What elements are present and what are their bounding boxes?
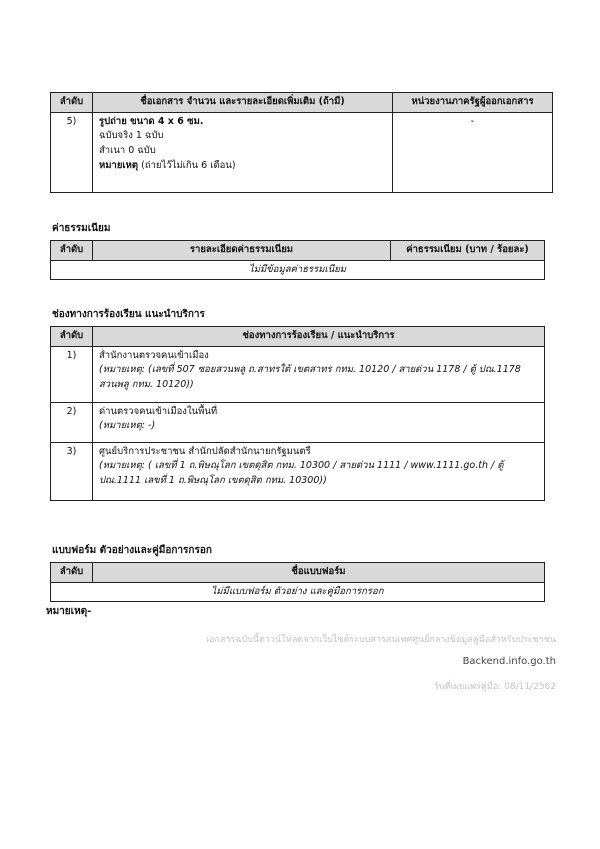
copy-count: สำเนา 0 ฉบับ [99,145,156,157]
channel-note-continued: สวนพลู กทม. 10120)) [99,379,194,391]
forms-title: แบบฟอร์ม ตัวอย่างและคู่มือการกรอก [52,545,212,556]
no-fee-data: ไม่มีข้อมูลค่าธรรมเนียม [51,260,545,280]
complaints-table [50,326,545,501]
header-number: ลำดับ [51,563,93,583]
row-number: 2) [51,402,93,442]
channel-note-continued: ปณ.1111 เลขที่ 1 ถ.พิษณุโลก เขตดุสิต กทม. 10300)) [99,475,327,487]
channel-name: ศูนย์บริการประชาชน สำนักปลัดสำนักนายกรัฐมนตรี [99,445,311,457]
header-channel: ช่องทางการร้องเรียน / แนะนำบริการ [93,327,545,347]
note-label: หมายเหตุ [99,159,139,171]
header-number: ลำดับ [51,241,93,261]
header-number: ลำดับ [51,327,93,347]
channel-details [93,442,545,500]
document-title: รูปถ่าย ขนาด 4 x 6 ซม. [99,115,204,127]
document-note [99,159,386,174]
forms-table [50,562,545,602]
channel-details [93,402,545,442]
channel-name: สำนักงานตรวจคนเข้าเมือง [99,349,209,361]
row-number: 5) [51,112,93,192]
fees-table [50,240,545,280]
fees-title: ค่าธรรมเนียม [52,223,111,234]
footer-source: เอกสารฉบับนี้ดาวน์โหลดจากเว็บไซต์ระบบสารสนเทศศูนย์กลางข้อมูลคู่มือสำหรับประชาชน [206,635,556,645]
complaints-title: ช่องทางการร้องเรียน แนะนำบริการ [52,309,205,320]
fees-table-header [51,241,545,261]
documents-table-header [51,93,553,113]
channel-note: (หมายเหตุ: (เลขที่ 507 ซอยสวนพลู ถ.สาทรใต้ เขตสาทร กทม. 10120 / สายด่วน 1178 / ตู้ ปณ.1178 [99,364,521,376]
table-row [51,112,553,192]
footer-site: Backend.info.go.th [462,656,556,667]
header-fee-amount: ค่าธรรมเนียม (บาท / ร้อยละ) [391,241,545,261]
row-number: 1) [51,346,93,402]
forms-table-header [51,563,545,583]
original-count: ฉบับจริง 1 ฉบับ [99,130,164,142]
channel-details [93,346,545,402]
header-number: ลำดับ [51,93,93,113]
issuing-agency: - [393,112,553,192]
channel-note: (หมายเหตุ: -) [99,420,156,432]
table-row [51,442,545,500]
header-fee-details: รายละเอียดค่าธรรมเนียม [93,241,391,261]
documents-table [50,92,553,193]
header-document-name: ชื่อเอกสาร จำนวน และรายละเอียดเพิ่มเติม (ถ้ามี) [93,93,393,113]
table-row [51,402,545,442]
table-row [51,346,545,402]
channel-note: (หมายเหตุ: ( เลขที่ 1 ถ.พิษณุโลก เขตดุสิต กทม. 10300 / สายด่วน 1111 / www.1111.go.th / ตู้ [99,460,504,472]
header-form-name: ชื่อแบบฟอร์ม [93,563,545,583]
remark: หมายเหตุ- [46,606,92,617]
document-details [93,112,393,192]
table-row [51,260,545,280]
header-issuing-agency: หน่วยงานภาครัฐผู้ออกเอกสาร [393,93,553,113]
row-number: 3) [51,442,93,500]
footer-published-date: วันที่เผยแพร่คู่มือ: 08/11/2562 [433,682,556,692]
channel-name: ด่านตรวจคนเข้าเมืองในพื้นที่ [99,405,218,417]
complaints-table-header [51,327,545,347]
table-row [51,582,545,602]
note-text: (ถ่ายไว้ไม่เกิน 6 เดือน) [141,159,236,171]
no-form-data: ไม่มีแบบฟอร์ม ตัวอย่าง และคู่มือการกรอก [51,582,545,602]
